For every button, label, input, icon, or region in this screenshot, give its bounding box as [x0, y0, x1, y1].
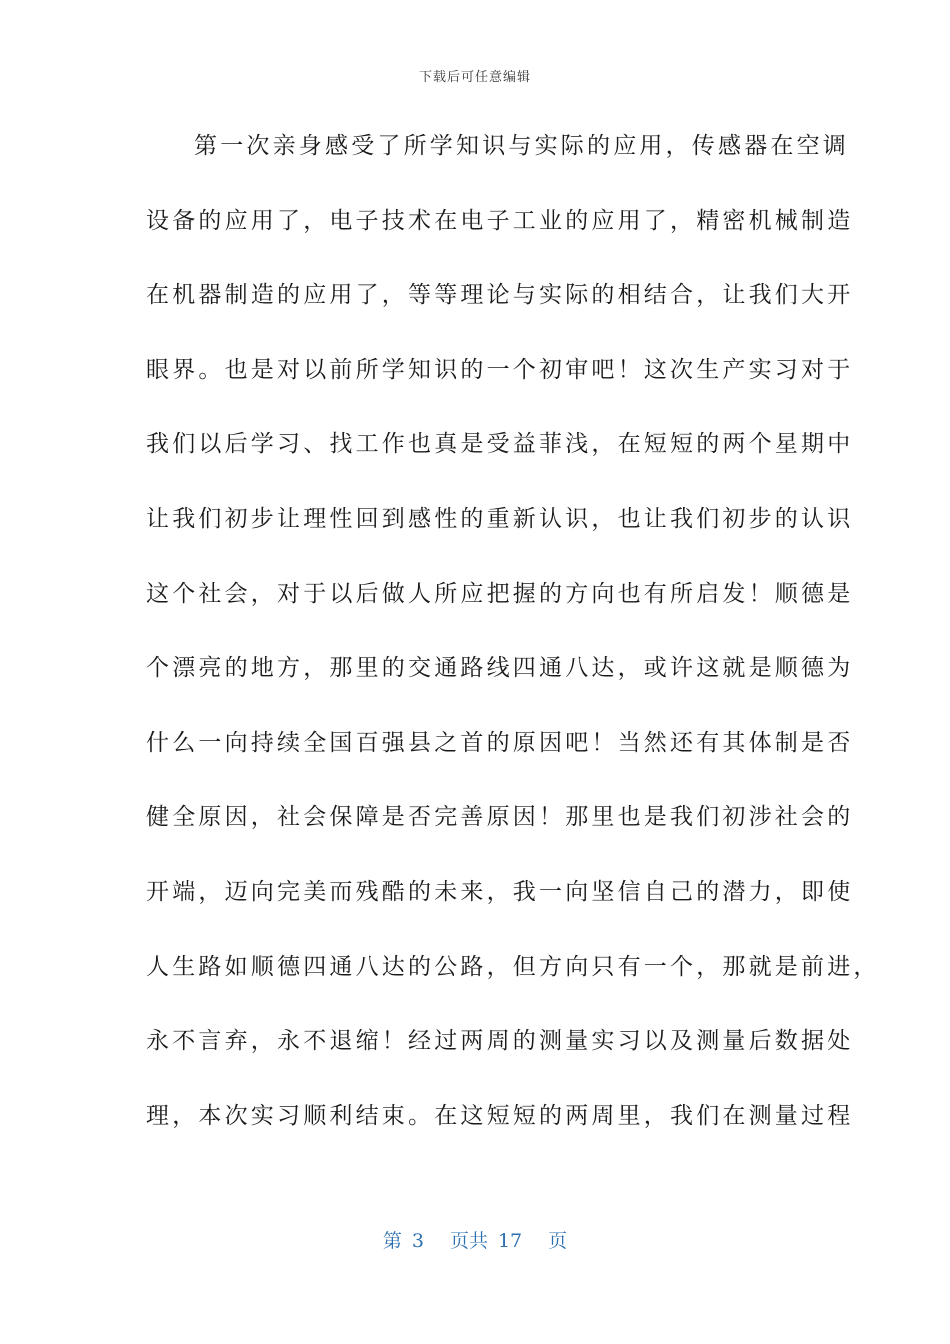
- total-pages: 17: [497, 1230, 523, 1252]
- text-line: 个漂亮的地方，那里的交通路线四通八达，或许这就是顺德为: [146, 655, 854, 682]
- page-footer: [0, 1226, 950, 1253]
- text-line: 让我们初步让理性回到感性的重新认识，也让我们初步的认识: [146, 505, 854, 532]
- text-line: 第一次亲身感受了所学知识与实际的应用，传感器在空调: [194, 133, 849, 159]
- text-line: 我们以后学习、找工作也真是受益菲浅，在短短的两个星期中: [146, 431, 854, 458]
- text-line: 在机器制造的应用了，等等理论与实际的相结合，让我们大开: [146, 282, 854, 309]
- page-suffix: 页: [548, 1230, 568, 1252]
- text-line: 设备的应用了，电子技术在电子工业的应用了，精密机械制造: [146, 207, 854, 234]
- page-header: 下载后可任意编辑: [418, 70, 531, 85]
- page-number: 3: [411, 1230, 424, 1252]
- body-text: [146, 118, 880, 1162]
- text-line: 健全原因，社会保障是否完善原因！那里也是我们初涉社会的: [146, 804, 854, 831]
- page-prefix: 第: [382, 1230, 402, 1252]
- text-line: 永不言弃，永不退缩！经过两周的测量实习以及测量后数据处: [146, 1028, 854, 1055]
- text-line: 理，本次实习顺利结束。在这短短的两周里，我们在测量过程: [146, 1102, 854, 1129]
- text-line: 眼界。也是对以前所学知识的一个初审吧！这次生产实习对于: [146, 356, 854, 383]
- text-line: 什么一向持续全国百强县之首的原因吧！当然还有其体制是否: [146, 729, 854, 756]
- text-line: 这个社会，对于以后做人所应把握的方向也有所启发！顺德是: [146, 580, 854, 607]
- text-line: 开端，迈向完美而残酷的未来，我一向坚信自己的潜力，即使: [146, 878, 854, 905]
- text-line: 人生路如顺德四通八达的公路，但方向只有一个，那就是前进，: [146, 953, 880, 980]
- page-middle: 页共: [449, 1230, 488, 1252]
